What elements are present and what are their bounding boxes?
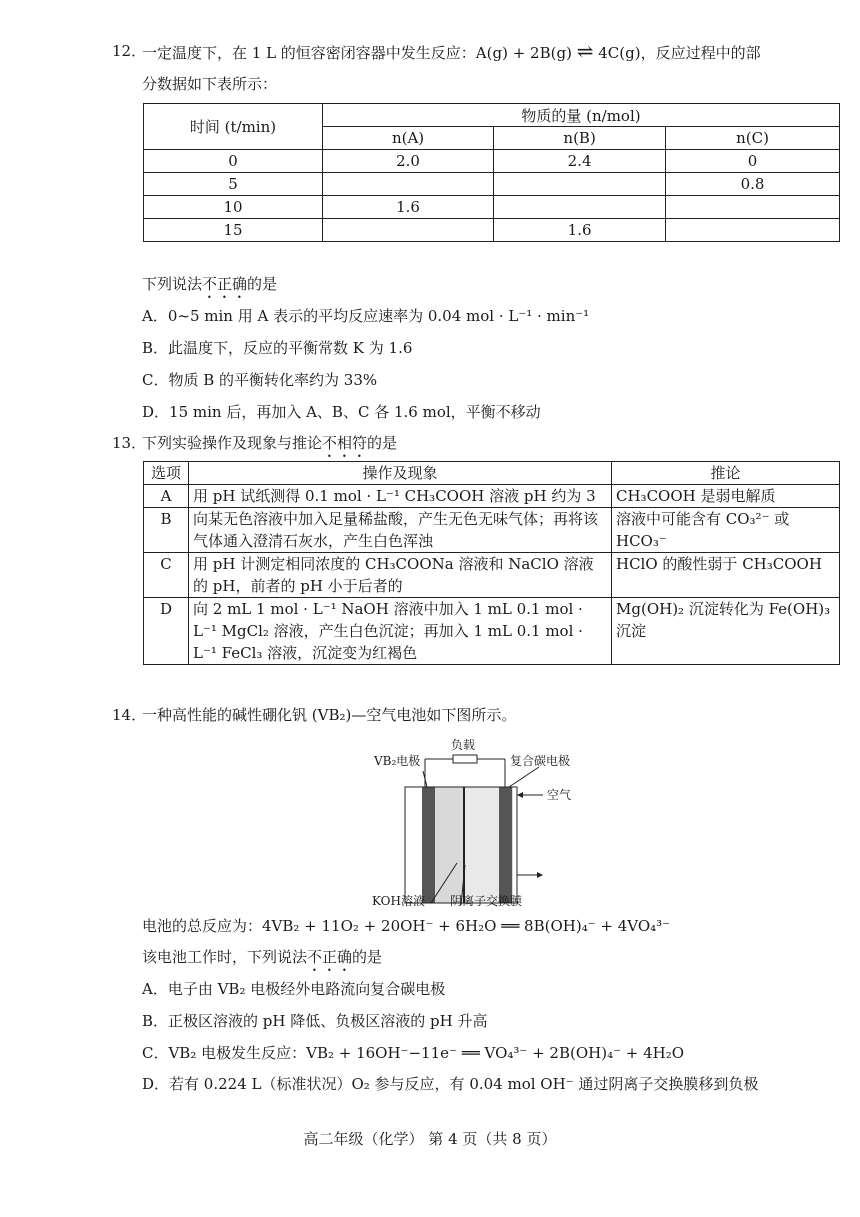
table-row: B 向某无色溶液中加入足量稀盐酸，产生无色无味气体；再将该气体通入澄清石灰水，产生白色浑浊 溶液中可能含有 CO₃²⁻ 或 HCO₃⁻ (144, 508, 840, 553)
equilibrium-arrow-icon: ⇌ (576, 39, 594, 63)
table-row: 0 2.0 2.4 0 (144, 150, 840, 173)
table-row: 5 0.8 (144, 173, 840, 196)
table-row: 15 1.6 (144, 219, 840, 242)
air-label: 空气 (547, 788, 572, 802)
amount-header: 物质的量 (n/mol) (323, 104, 840, 127)
load-resistor-icon (453, 755, 477, 763)
koh-label: KOH溶液 (372, 894, 425, 908)
vb2-electrode (422, 787, 435, 903)
table-row: C 用 pH 计测定相同浓度的 CH₃COONa 溶液和 NaClO 溶液的 pH，前者的 pH 小于后者的 HClO 的酸性弱于 CH₃COOH (144, 553, 840, 598)
page-footer: 高二年级（化学） 第 4 页（共 8 页） (303, 1130, 557, 1148)
carbon-electrode (499, 787, 512, 903)
load-label: 负载 (451, 738, 476, 752)
table-row: 10 1.6 (144, 196, 840, 219)
header-nA: n(A) (323, 127, 494, 150)
q12-number: 12． (112, 42, 147, 60)
table-row: D 向 2 mL 1 mol · L⁻¹ NaOH 溶液中加入 1 mL 0.1 mol · L⁻¹ MgCl₂ 溶液，产生白色沉淀；再加入 1 mL 0.1 mol · L⁻¹ FeCl₃ 溶液，沉淀变为红褐色 Mg(OH)₂ 沉淀转化为 Fe(OH)₃ 沉淀 (144, 598, 840, 665)
q13-experiment-table: 选项 操作及现象 推论 A 用 pH 试纸测得 0.1 mol · L⁻¹ CH₃COOH 溶液 pH 约为 3 CH₃COOH 是弱电解质 B 向某无色溶液中加入足量稀盐酸，产生无色无味气体；再将该气体通入澄清石灰水，产生白色浑浊 溶液中可能含有 CO₃²⁻ 或 HCO₃⁻ C 用 pH 计测定相同浓度的 CH₃COONa 溶液和 NaClO 溶液的 pH，前者的 pH 小于后者的 HClO 的酸性弱于 CH₃COOH D 向 2 mL 1 mol · L⁻¹ NaOH 溶液中加入 1 mL 0.1 mol · L⁻¹ MgCl₂ 溶液，产生白色沉淀；再加入 1 mL 0.1 mol · L⁻¹ FeCl₃ 溶液，沉淀变为红褐色 Mg(OH)₂ 沉淀转化为 Fe(OH)₃ 沉淀 (143, 461, 840, 665)
membrane-label: 阴离子交换膜 (450, 894, 523, 908)
q12-data-table (143, 103, 840, 242)
carbon-electrode-label: 复合碳电极 (510, 754, 571, 768)
table-row: A 用 pH 试纸测得 0.1 mol · L⁻¹ CH₃COOH 溶液 pH 约为 3 CH₃COOH 是弱电解质 (144, 485, 840, 508)
header-nC: n(C) (666, 127, 840, 150)
time-header: 时间 (t/min) (144, 104, 323, 150)
header-nB: n(B) (494, 127, 666, 150)
vb2-electrode-label: VB₂电极 (374, 754, 421, 768)
